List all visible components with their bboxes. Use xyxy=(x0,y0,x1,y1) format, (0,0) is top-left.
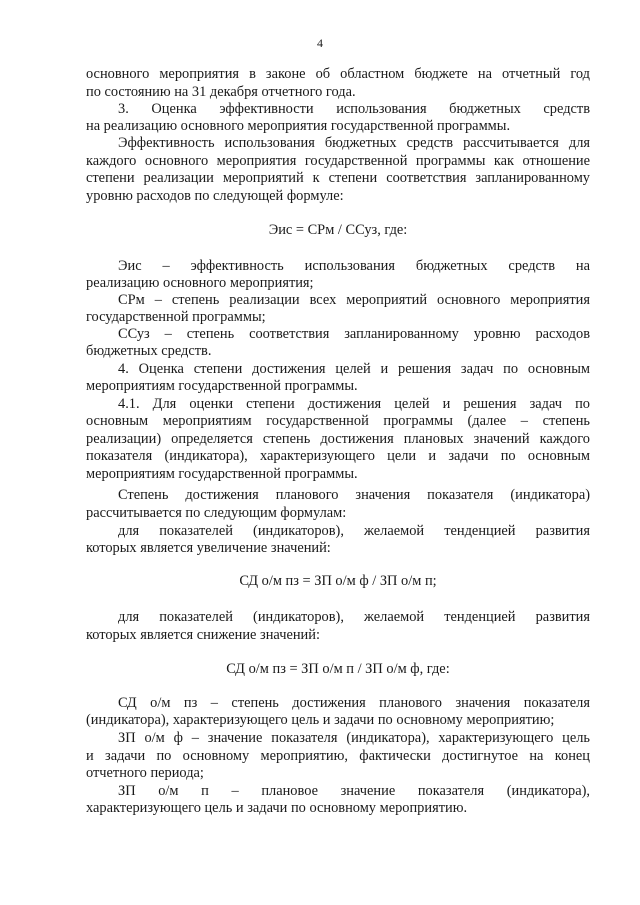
text-line: для показателей (индикаторов), желаемой тенденцией развития xyxy=(118,609,590,625)
text-line: реализацию основного мероприятия; xyxy=(86,275,314,291)
text-line: каждого основного мероприятия государственной программы как отношение xyxy=(86,153,590,169)
text-line: Эис – эффективность использования бюджетных средств на xyxy=(118,258,590,274)
text-line: степени реализации мероприятий к степени соответствия запланированному xyxy=(86,170,590,186)
formula-efficiency: Эис = СРм / ССуз, где: xyxy=(268,222,408,238)
text-line: характеризующего цель и задачи по основному мероприятию. xyxy=(86,800,468,816)
text-line: Эффективность использования бюджетных средств рассчитывается для xyxy=(118,135,590,151)
formula-increase: СД о/м пз = ЗП о/м ф / ЗП о/м п; xyxy=(239,573,437,589)
text-line: 4. Оценка степени достижения целей и решения задач по основным xyxy=(118,361,590,377)
text-line: рассчитывается по следующим формулам: xyxy=(86,505,347,521)
text-line: отчетного периода; xyxy=(86,765,204,781)
text-line: 4.1. Для оценки степени достижения целей и решения задач по xyxy=(118,396,590,412)
text-line: мероприятиям государственной программы. xyxy=(86,466,358,482)
text-line: ЗП о/м п – плановое значение показателя (индикатора), xyxy=(118,783,590,799)
text-line: которых является снижение значений: xyxy=(86,627,320,643)
text-line: на реализацию основного мероприятия государственной программы. xyxy=(86,118,511,134)
text-line: по состоянию на 31 декабря отчетного года. xyxy=(86,84,356,100)
text-line: которых является увеличение значений: xyxy=(86,540,331,556)
text-line: СД о/м пз – степень достижения планового значения показателя xyxy=(118,695,590,711)
text-line: и задачи по основному мероприятию, фактически достигнутое на конец xyxy=(86,748,590,764)
text-line: государственной программы; xyxy=(86,309,266,325)
text-line: 3. Оценка эффективности использования бюджетных средств xyxy=(118,101,590,117)
text-line: для показателей (индикаторов), желаемой тенденцией развития xyxy=(118,523,590,539)
text-line: бюджетных средств. xyxy=(86,343,212,359)
text-line: реализации) определяется степень достижения плановых значений каждого xyxy=(86,431,590,447)
text-line: показателя (индикатора), характеризующего цели и задачи по основным xyxy=(86,448,590,464)
text-line: Степень достижения планового значения показателя (индикатора) xyxy=(118,487,590,503)
text-line: уровню расходов по следующей формуле: xyxy=(86,188,344,204)
text-line: (индикатора), характеризующего цель и задачи по основному мероприятию; xyxy=(86,712,555,728)
text-line: СРм – степень реализации всех мероприятий основного мероприятия xyxy=(118,292,590,308)
text-line: ССуз – степень соответствия запланированному уровню расходов xyxy=(118,326,590,342)
text-line: мероприятиям государственной программы. xyxy=(86,378,358,394)
text-line: ЗП о/м ф – значение показателя (индикатора), характеризующего цель xyxy=(118,730,590,746)
text-line: основным мероприятиям государственной программы (далее – степень xyxy=(86,413,590,429)
formula-decrease: СД о/м пз = ЗП о/м п / ЗП о/м ф, где: xyxy=(226,661,450,677)
text-line: основного мероприятия в законе об областном бюджете на отчетный год xyxy=(86,66,590,82)
page-number: 4 xyxy=(317,36,323,50)
